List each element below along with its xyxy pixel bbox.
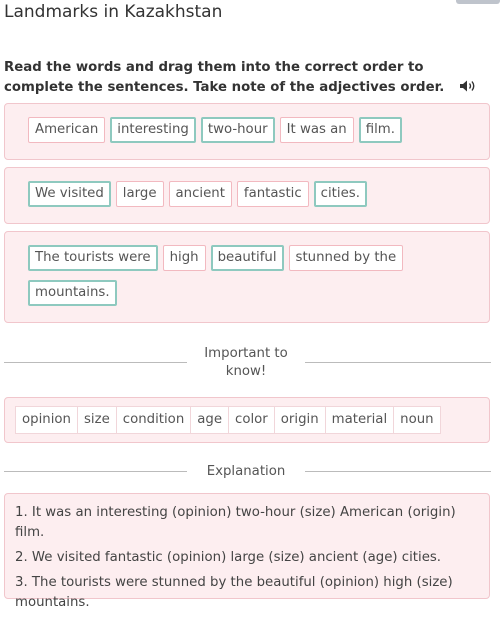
word-chip[interactable]: two-hour [201, 117, 275, 143]
word-chip[interactable]: ancient [169, 181, 232, 207]
explanation-line: 2. We visited fantastic (opinion) large (size) ancient (age) cities. [15, 550, 442, 565]
sentence-box-1 [4, 103, 490, 160]
divider-left [4, 471, 187, 472]
divider-right [305, 471, 491, 472]
instructions-text: Read the words and drag them into the correct order to complete the sentences. Take note of the adjectives order. [4, 60, 445, 95]
page-title: Landmarks in Kazakhstan [4, 2, 223, 22]
divider-right [305, 362, 491, 363]
word-chip[interactable]: cities. [314, 181, 367, 207]
corner-button[interactable] [456, 0, 500, 4]
word-chip[interactable]: large [116, 181, 164, 207]
order-cell: origin [274, 406, 325, 434]
chip-row-3 [28, 245, 466, 315]
word-chip[interactable]: interesting [110, 117, 196, 143]
speaker-icon[interactable] [459, 79, 477, 93]
explanation-line: 1. It was an interesting (opinion) two-hour (size) American (origin) film. [15, 505, 456, 540]
word-chip[interactable]: We visited [28, 181, 111, 207]
word-chip[interactable]: American [28, 117, 105, 143]
sentence-box-2 [4, 167, 490, 224]
word-chip[interactable]: fantastic [237, 181, 309, 207]
chip-row-1 [28, 117, 466, 152]
word-chip[interactable]: beautiful [211, 245, 284, 271]
divider-left [4, 362, 187, 363]
chip-row-2 [28, 181, 466, 216]
order-cell: opinion [15, 406, 77, 434]
word-chip[interactable]: film. [359, 117, 402, 143]
order-cell: color [228, 406, 274, 434]
order-cell: size [77, 406, 116, 434]
explanation-box [4, 493, 490, 610]
instructions [4, 58, 490, 98]
word-chip[interactable]: The tourists were [28, 245, 158, 271]
explanation-label: Explanation [206, 464, 286, 479]
explanation-line: 3. The tourists were stunned by the beautiful (opinion) high (size) mountains. [15, 575, 453, 610]
word-chip[interactable]: high [163, 245, 206, 271]
order-cell: condition [116, 406, 190, 434]
order-cell: noun [393, 406, 440, 434]
word-chip[interactable]: stunned by the [289, 245, 404, 271]
sentence-box-3 [4, 231, 490, 323]
order-cell: material [325, 406, 394, 434]
important-label: Important to know! [204, 346, 288, 379]
adjective-order-row [15, 406, 479, 434]
order-cell: age [190, 406, 228, 434]
adjective-order-box [4, 397, 490, 443]
word-chip[interactable]: It was an [280, 117, 354, 143]
word-chip[interactable]: mountains. [28, 280, 117, 306]
